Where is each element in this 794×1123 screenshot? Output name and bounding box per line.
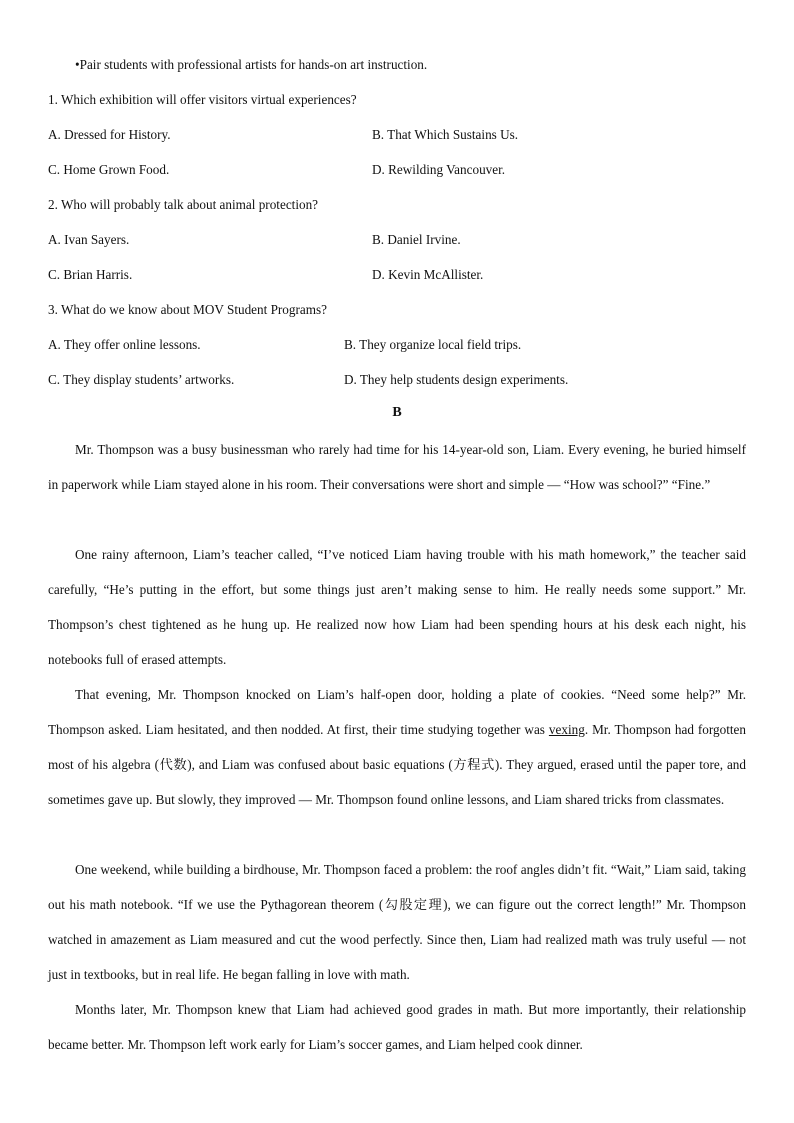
q1-option-c: C. Home Grown Food. bbox=[48, 162, 170, 177]
passage-paragraph-3-text-a: That evening, Mr. Thompson knocked on Liam’s half-open door, holding a plate of cookies. “Need some help?” Mr. Thompson asked. Liam hesitated, and then nodded. At first, their time studying together was bbox=[48, 687, 746, 737]
section-title: B bbox=[392, 405, 402, 420]
q1-option-b: B. That Which Sustains Us. bbox=[372, 127, 519, 142]
q1-option-d: D. Rewilding Vancouver. bbox=[372, 162, 506, 177]
passage-paragraph-1-text: Mr. Thompson was a busy businessman who rarely had time for his 14-year-old son, Liam. Every evening, he buried himself in paperwork while Liam stayed alone in his room. Their conversations were short and simple — “How was school?” “Fine.” bbox=[48, 442, 746, 492]
q2-option-a: A. Ivan Sayers. bbox=[48, 232, 130, 247]
q2-option-c: C. Brian Harris. bbox=[48, 267, 133, 282]
passage-paragraph-5-text: Months later, Mr. Thompson knew that Liam had achieved good grades in math. But more importantly, their relationship became better. Mr. Thompson left work early for Liam’s soccer games, and Liam helped cook dinner. bbox=[48, 1002, 746, 1052]
q2-option-b: B. Daniel Irvine. bbox=[372, 232, 461, 247]
passage-paragraph-4 bbox=[48, 852, 746, 992]
q1-option-a: A. Dressed for History. bbox=[48, 127, 171, 142]
passage-paragraph-3-text-b: . Mr. Thompson had forgotten most of his algebra (代数), and Liam was confused about basic equations (方程式). They argued, erased until the paper tore, and sometimes gave up. But slowly, they improved — Mr. Thompson found online lessons, and Liam shared tricks from classmates. bbox=[48, 722, 746, 807]
passage-paragraph-1 bbox=[48, 432, 746, 502]
q3-option-c: C. They display students’ artworks. bbox=[48, 372, 235, 387]
passage-paragraph-2 bbox=[48, 537, 746, 677]
intro-bullet: •Pair students with professional artists for hands-on art instruction. bbox=[75, 57, 428, 72]
q2-option-d: D. Kevin McAllister. bbox=[372, 267, 484, 282]
passage-paragraph-4-text: One weekend, while building a birdhouse, Mr. Thompson faced a problem: the roof angles didn’t fit. “Wait,” Liam said, taking out his math notebook. “If we use the Pythagorean theorem (勾股定理), we can figure out the correct length!” Mr. Thompson watched in amazement as Liam measured and cut the wood perfectly. Since then, Liam had realized math was truly useful — not just in textbooks, but in real life. He began falling in love with math. bbox=[48, 862, 746, 982]
question-1: 1. Which exhibition will offer visitors virtual experiences? bbox=[48, 92, 357, 107]
underlined-word: vexing bbox=[548, 722, 585, 737]
q3-option-d: D. They help students design experiments. bbox=[344, 372, 569, 387]
passage-paragraph-2-text: One rainy afternoon, Liam’s teacher called, “I’ve noticed Liam having trouble with his math homework,” the teacher said carefully, “He’s putting in the effort, but some things just aren’t making sense to him. He really needs some support.” Mr. Thompson’s chest tightened as he hung up. He realized now how Liam had been spending hours at his desk each night, his notebooks full of erased attempts. bbox=[48, 547, 746, 667]
q3-option-a: A. They offer online lessons. bbox=[48, 337, 201, 352]
question-3: 3. What do we know about MOV Student Programs? bbox=[48, 302, 327, 317]
question-2: 2. Who will probably talk about animal protection? bbox=[48, 197, 319, 212]
passage-paragraph-5 bbox=[48, 992, 746, 1062]
passage-paragraph-3 bbox=[48, 677, 746, 817]
q3-option-b: B. They organize local field trips. bbox=[344, 337, 522, 352]
